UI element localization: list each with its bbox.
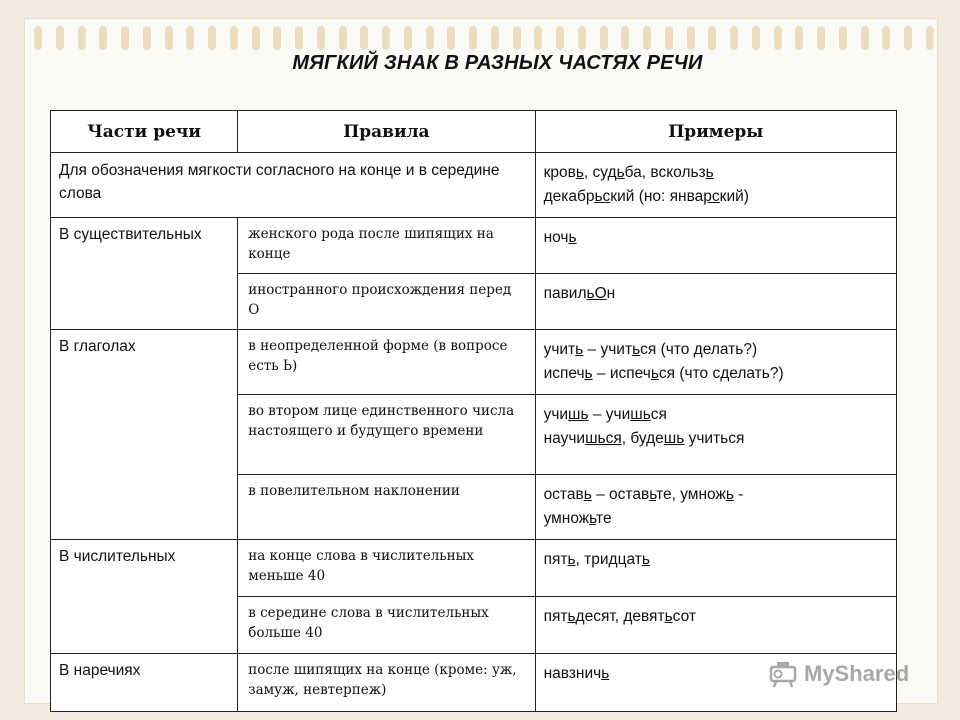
example-line [544,605,888,629]
notebook-hole-icon [208,26,216,50]
notebook-hole-icon [839,26,847,50]
notebook-hole-icon [752,26,760,50]
underlined-fragment: ь [575,164,584,181]
notebook-hole-icon [34,26,42,50]
text-fragment: кров [543,164,576,181]
notebook-hole-icon [643,26,651,50]
underlined-fragment: ь [601,665,610,682]
underlined-fragment: ь [568,229,577,246]
underlined-fragment: шься [585,430,622,447]
underlined-fragment: ь [584,365,593,382]
notebook-hole-icon [513,26,521,50]
notebook-hole-icon [56,26,64,50]
notebook-hole-icon [687,26,695,50]
notebook-hole-icon [534,26,542,50]
watermark [768,656,909,692]
text-fragment: умнож [543,510,590,527]
notebook-hole-icon [600,26,608,50]
text-fragment: , суд [583,164,617,181]
example-cell [535,274,896,330]
text-fragment: навзнич [543,665,602,682]
underlined-fragment: ьс [594,188,611,205]
notebook-hole-icon [556,26,564,50]
text-fragment: остав [543,486,584,503]
underlined-fragment: ь [664,608,673,625]
text-fragment: ба, вскольз [624,164,706,181]
underlined-fragment: шь [568,406,589,423]
header-examples: Примеры [535,111,896,153]
underlined-fragment: ь [589,510,597,527]
example-cell [535,395,896,475]
rule-cell: на конце слова в числительных меньше 40 [238,540,535,597]
underlined-fragment: рс [703,188,720,205]
text-fragment: н [606,285,616,302]
underlined-fragment: ьО [586,285,607,302]
text-fragment: - [733,486,744,503]
notebook-hole-icon [491,26,499,50]
notebook-hole-icon [360,26,368,50]
notebook-hole-icon [252,26,260,50]
table-row [51,540,897,597]
table-header-row [51,111,897,153]
notebook-hole-icon [926,26,934,50]
underlined-fragment: ь [575,341,584,358]
text-fragment: , тридцат [575,551,642,568]
projector-icon [768,659,798,689]
text-fragment: те, умнож [656,486,726,503]
notebook-hole-icon [730,26,738,50]
text-fragment: – учит [583,341,633,358]
text-fragment: , буде [621,430,664,447]
example-line [544,362,888,386]
notebook-hole-icon [817,26,825,50]
underlined-fragment: ь [632,341,641,358]
underlined-fragment: ь [641,551,650,568]
example-cell [535,597,896,654]
notebook-hole-icon [795,26,803,50]
notebook-hole-icon [339,26,347,50]
notebook-hole-icon [469,26,477,50]
underlined-fragment: ь [725,486,734,503]
header-parts-of-speech: Части речи [51,111,238,153]
notebook-hole-icon [165,26,173,50]
example-line [544,548,888,572]
underlined-fragment: ь [567,608,576,625]
example-line [544,185,888,209]
example-line [544,507,888,531]
text-fragment: сот [672,608,696,625]
text-fragment: кий (но: янва [610,188,704,205]
text-fragment: пят [543,608,568,625]
rule-cell: во втором лице единственного числа настоящего и будущего времени [238,395,535,475]
notebook-hole-icon [273,26,281,50]
rules-table [50,110,897,712]
text-fragment: павил [543,285,587,302]
example-line [544,403,888,427]
underlined-fragment: шь [630,406,651,423]
text-fragment: – учи [588,406,631,423]
rule-cell: в повелительном наклонении [238,475,535,540]
notebook-hole-icon [295,26,303,50]
notebook-hole-icon [882,26,890,50]
table-row [51,153,897,218]
underlined-fragment: ь [650,365,659,382]
rule-cell: после шипящих на конце (кроме: уж, замуж, невтерпеж) [238,654,535,712]
notebook-hole-icon [78,26,86,50]
notebook-hole-icon [121,26,129,50]
example-line [544,282,888,306]
example-cell [535,218,896,274]
general-rule-cell: Для обозначения мягкости согласного на конце и в середине слова [51,153,536,218]
header-rules: Правила [238,111,535,153]
text-fragment: десят, девят [575,608,665,625]
example-line [544,483,888,507]
notebook-hole-icon [426,26,434,50]
notebook-hole-icon [708,26,716,50]
text-fragment: ся (что делать?) [640,341,758,358]
page-title: МЯГКИЙ ЗНАК В РАЗНЫХ ЧАСТЯХ РЕЧИ [292,52,703,74]
text-fragment: ся [650,406,667,423]
notebook-hole-icon [621,26,629,50]
adverbs-label-cell: В наречиях [51,654,238,712]
example-line [544,161,888,185]
text-fragment: ноч [543,229,569,246]
example-line [544,338,888,362]
text-fragment: кий) [719,188,749,205]
text-fragment: – остав [591,486,650,503]
notebook-hole-icon [447,26,455,50]
rule-cell: в середине слова в числительных больше 40 [238,597,535,654]
underlined-fragment: ь [649,486,657,503]
underlined-fragment: ь [583,486,592,503]
example-cell [535,540,896,597]
text-fragment: учит [543,341,576,358]
verbs-label-cell: В глаголах [51,330,238,540]
notebook-hole-icon [99,26,107,50]
notebook-hole-icon [904,26,912,50]
text-fragment: декабр [543,188,595,205]
notebook-hole-icon [861,26,869,50]
example-line [544,226,888,250]
example-cell [535,475,896,540]
notebook-hole-icon [186,26,194,50]
notebook-hole-icon [404,26,412,50]
notebook-hole-icon [382,26,390,50]
text-fragment: научи [543,430,586,447]
underlined-fragment: ь [705,164,714,181]
nouns-label-cell: В существительных [51,218,238,330]
text-fragment: – испеч [592,365,651,382]
example-cell [535,330,896,395]
notebook-holes [34,26,934,52]
table-row [51,330,897,395]
text-fragment: испеч [543,365,585,382]
rule-cell: иностранного происхождения перед О [238,274,535,330]
underlined-fragment: ь [616,164,625,181]
notebook-hole-icon [774,26,782,50]
notebook-hole-icon [317,26,325,50]
rule-cell: женского рода после шипящих на конце [238,218,535,274]
rule-cell: в неопределенной форме (в вопросе есть Ь) [238,330,535,395]
text-fragment: учи [543,406,569,423]
watermark-text: MyShared [804,661,910,686]
example-line [544,427,888,451]
text-fragment: те [596,510,612,527]
numerals-label-cell: В числительных [51,540,238,654]
text-fragment: ся (что сделать?) [658,365,784,382]
underlined-fragment: ь [567,551,576,568]
table-row [51,218,897,274]
general-examples-cell [535,153,896,218]
underlined-fragment: шь [663,430,685,447]
text-fragment: пят [543,551,568,568]
text-fragment: учиться [684,430,745,447]
notebook-hole-icon [665,26,673,50]
notebook-hole-icon [578,26,586,50]
notebook-hole-icon [143,26,151,50]
notebook-hole-icon [230,26,238,50]
